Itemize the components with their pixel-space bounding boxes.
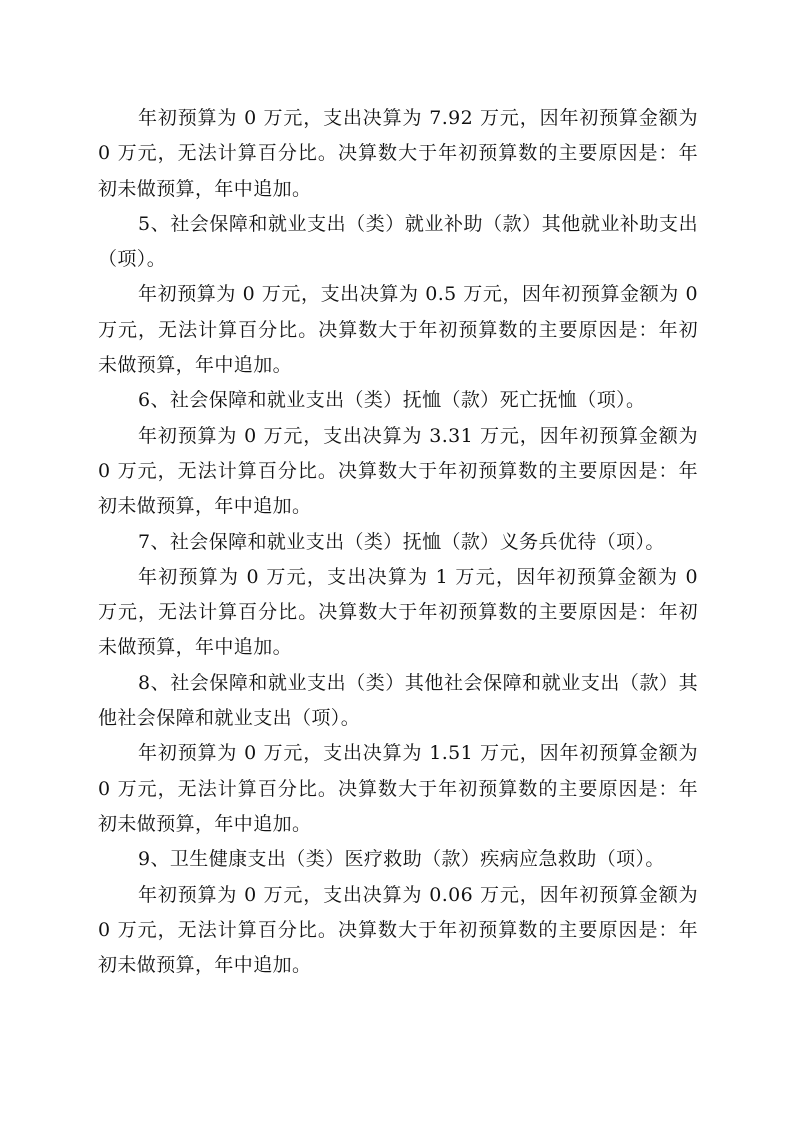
item-heading-5: 5、社会保障和就业支出（类）就业补助（款）其他就业补助支出（项）。 — [98, 212, 698, 271]
paragraph-budget-note: 年初预算为 0 万元，支出决算为 1.51 万元，因年初预算金额为 0 万元，无法计算百分比。决算数大于年初预算数的主要原因是：年初未做预算，年中追加。 — [98, 742, 698, 835]
paragraph-budget-note: 年初预算为 0 万元，支出决算为 0.5 万元，因年初预算金额为 0 万元，无法计算百分比。决算数大于年初预算数的主要原因是：年初未做预算，年中追加。 — [98, 283, 698, 377]
document-body — [98, 101, 698, 983]
paragraph-budget-note: 年初预算为 0 万元，支出决算为 1 万元，因年初预算金额为 0 万元，无法计算百分比。决算数大于年初预算数的主要原因是：年初未做预算，年中追加。 — [98, 565, 698, 659]
paragraph-budget-note: 年初预算为 0 万元，支出决算为 3.31 万元，因年初预算金额为 0 万元，无法计算百分比。决算数大于年初预算数的主要原因是：年初未做预算，年中追加。 — [98, 424, 698, 518]
item-heading-8: 8、社会保障和就业支出（类）其他社会保障和就业支出（款）其他社会保障和就业支出（项）。 — [98, 671, 698, 730]
paragraph-budget-note: 年初预算为 0 万元，支出决算为 7.92 万元，因年初预算金额为 0 万元，无法计算百分比。决算数大于年初预算数的主要原因是：年初未做预算，年中追加。 — [98, 107, 698, 200]
item-heading-7: 7、社会保障和就业支出（类）抚恤（款）义务兵优待（项）。 — [138, 530, 665, 553]
item-heading-9: 9、卫生健康支出（类）医疗救助（款）疾病应急救助（项）。 — [138, 848, 665, 871]
paragraph-budget-note: 年初预算为 0 万元，支出决算为 0.06 万元，因年初预算金额为 0 万元，无法计算百分比。决算数大于年初预算数的主要原因是：年初未做预算，年中追加。 — [98, 883, 698, 977]
item-heading-6: 6、社会保障和就业支出（类）抚恤（款）死亡抚恤（项）。 — [138, 389, 646, 412]
